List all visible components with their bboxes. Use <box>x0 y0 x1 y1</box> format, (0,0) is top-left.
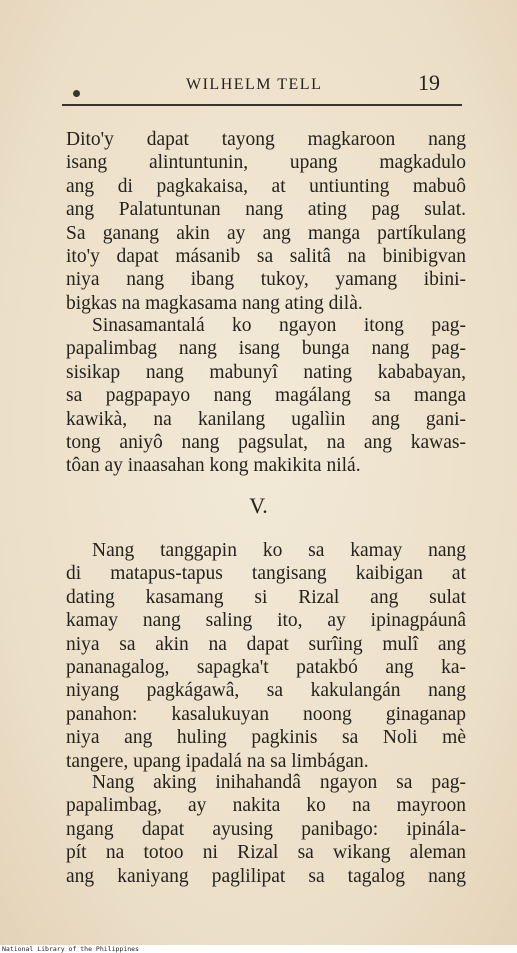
text-line: dating kasamang si Rizal ang sulat <box>66 586 466 608</box>
text-line: di matapus-tapus tangisang kaibigan at <box>66 563 466 585</box>
footer-bar <box>0 945 517 953</box>
text-line: niya nang ibang tukoy, yamang ibini- <box>66 269 466 291</box>
running-title: WILHELM TELL <box>186 76 323 93</box>
paragraph-2 <box>66 314 466 478</box>
text-line: sa pagpapayo nang magálang sa manga <box>66 385 466 407</box>
running-head <box>60 70 460 106</box>
text-line: niya sa akin na dapat surîing mulî ang <box>66 633 466 655</box>
text-line: pananagalog, sapagka't patakbó ang ka- <box>66 656 466 678</box>
ink-dot-mark <box>73 90 80 97</box>
text-line: tôan ay inaasahan kong makikita nilá. <box>66 455 361 477</box>
text-line: ito'y dapat másanib sa salitâ na binibigvan <box>66 245 466 267</box>
footer-credit: National Library of the Philippines <box>2 945 139 953</box>
page-number: 19 <box>418 70 440 95</box>
text-line: Nang tanggapin ko sa kamay nang <box>92 540 466 561</box>
text-line: Sinasamantalá ko ngayon itong pag- <box>92 315 466 336</box>
text-line: kawikà, na kanilang ugalìin ang gani- <box>66 408 466 430</box>
text-line: Dito'y dapat tayong magkaroon nang <box>66 129 466 150</box>
text-line: ang Palatuntunan nang ating pag sulat. <box>66 199 466 221</box>
text-line: niya ang huling pagkinis sa Noli mè <box>66 727 466 749</box>
text-line: niyang pagkágawâ, sa kakulangán nang <box>66 680 466 702</box>
text-line: ang di pagkakaisa, at untiunting mabuô <box>66 175 466 197</box>
paragraph-1 <box>66 128 466 315</box>
text-line: ang kaniyang paglilipat sa tagalog nang <box>66 865 466 887</box>
text-line: tangere, upang ipadalá na sa limbágan. <box>66 750 369 772</box>
text-line: papalimbag, ay nakita ko na mayroon <box>66 795 466 817</box>
paragraph-4 <box>66 771 466 888</box>
text-line: ngang dapat ayusing panibago: ipinála- <box>66 818 466 840</box>
text-line: isang alintuntunin, upang magkadulo <box>66 152 466 174</box>
text-line: sisikap nang mabunyî nating kababayan, <box>66 361 466 383</box>
text-line: panahon: kasalukuyan noong ginaganap <box>66 703 466 725</box>
paragraph-3 <box>66 539 466 773</box>
text-line: Sa ganang akin ay ang manga partíkulang <box>66 222 466 244</box>
text-line: tong aniyô nang pagsulat, na ang kawas- <box>66 431 466 453</box>
text-line: bigkas na magkasama nang ating dilà. <box>66 292 363 314</box>
text-line: kamay nang saling ito, ay ipinagpáunâ <box>66 610 466 632</box>
text-line: pít na totoo ni Rizal sa wikang aleman <box>66 842 466 864</box>
text-line: papalimbag nang isang bunga nang pag- <box>66 338 466 360</box>
chapter-heading: V. <box>249 493 268 518</box>
header-rule <box>62 104 462 106</box>
text-line: Nang aking inihahandâ ngayon sa pag- <box>92 772 466 793</box>
